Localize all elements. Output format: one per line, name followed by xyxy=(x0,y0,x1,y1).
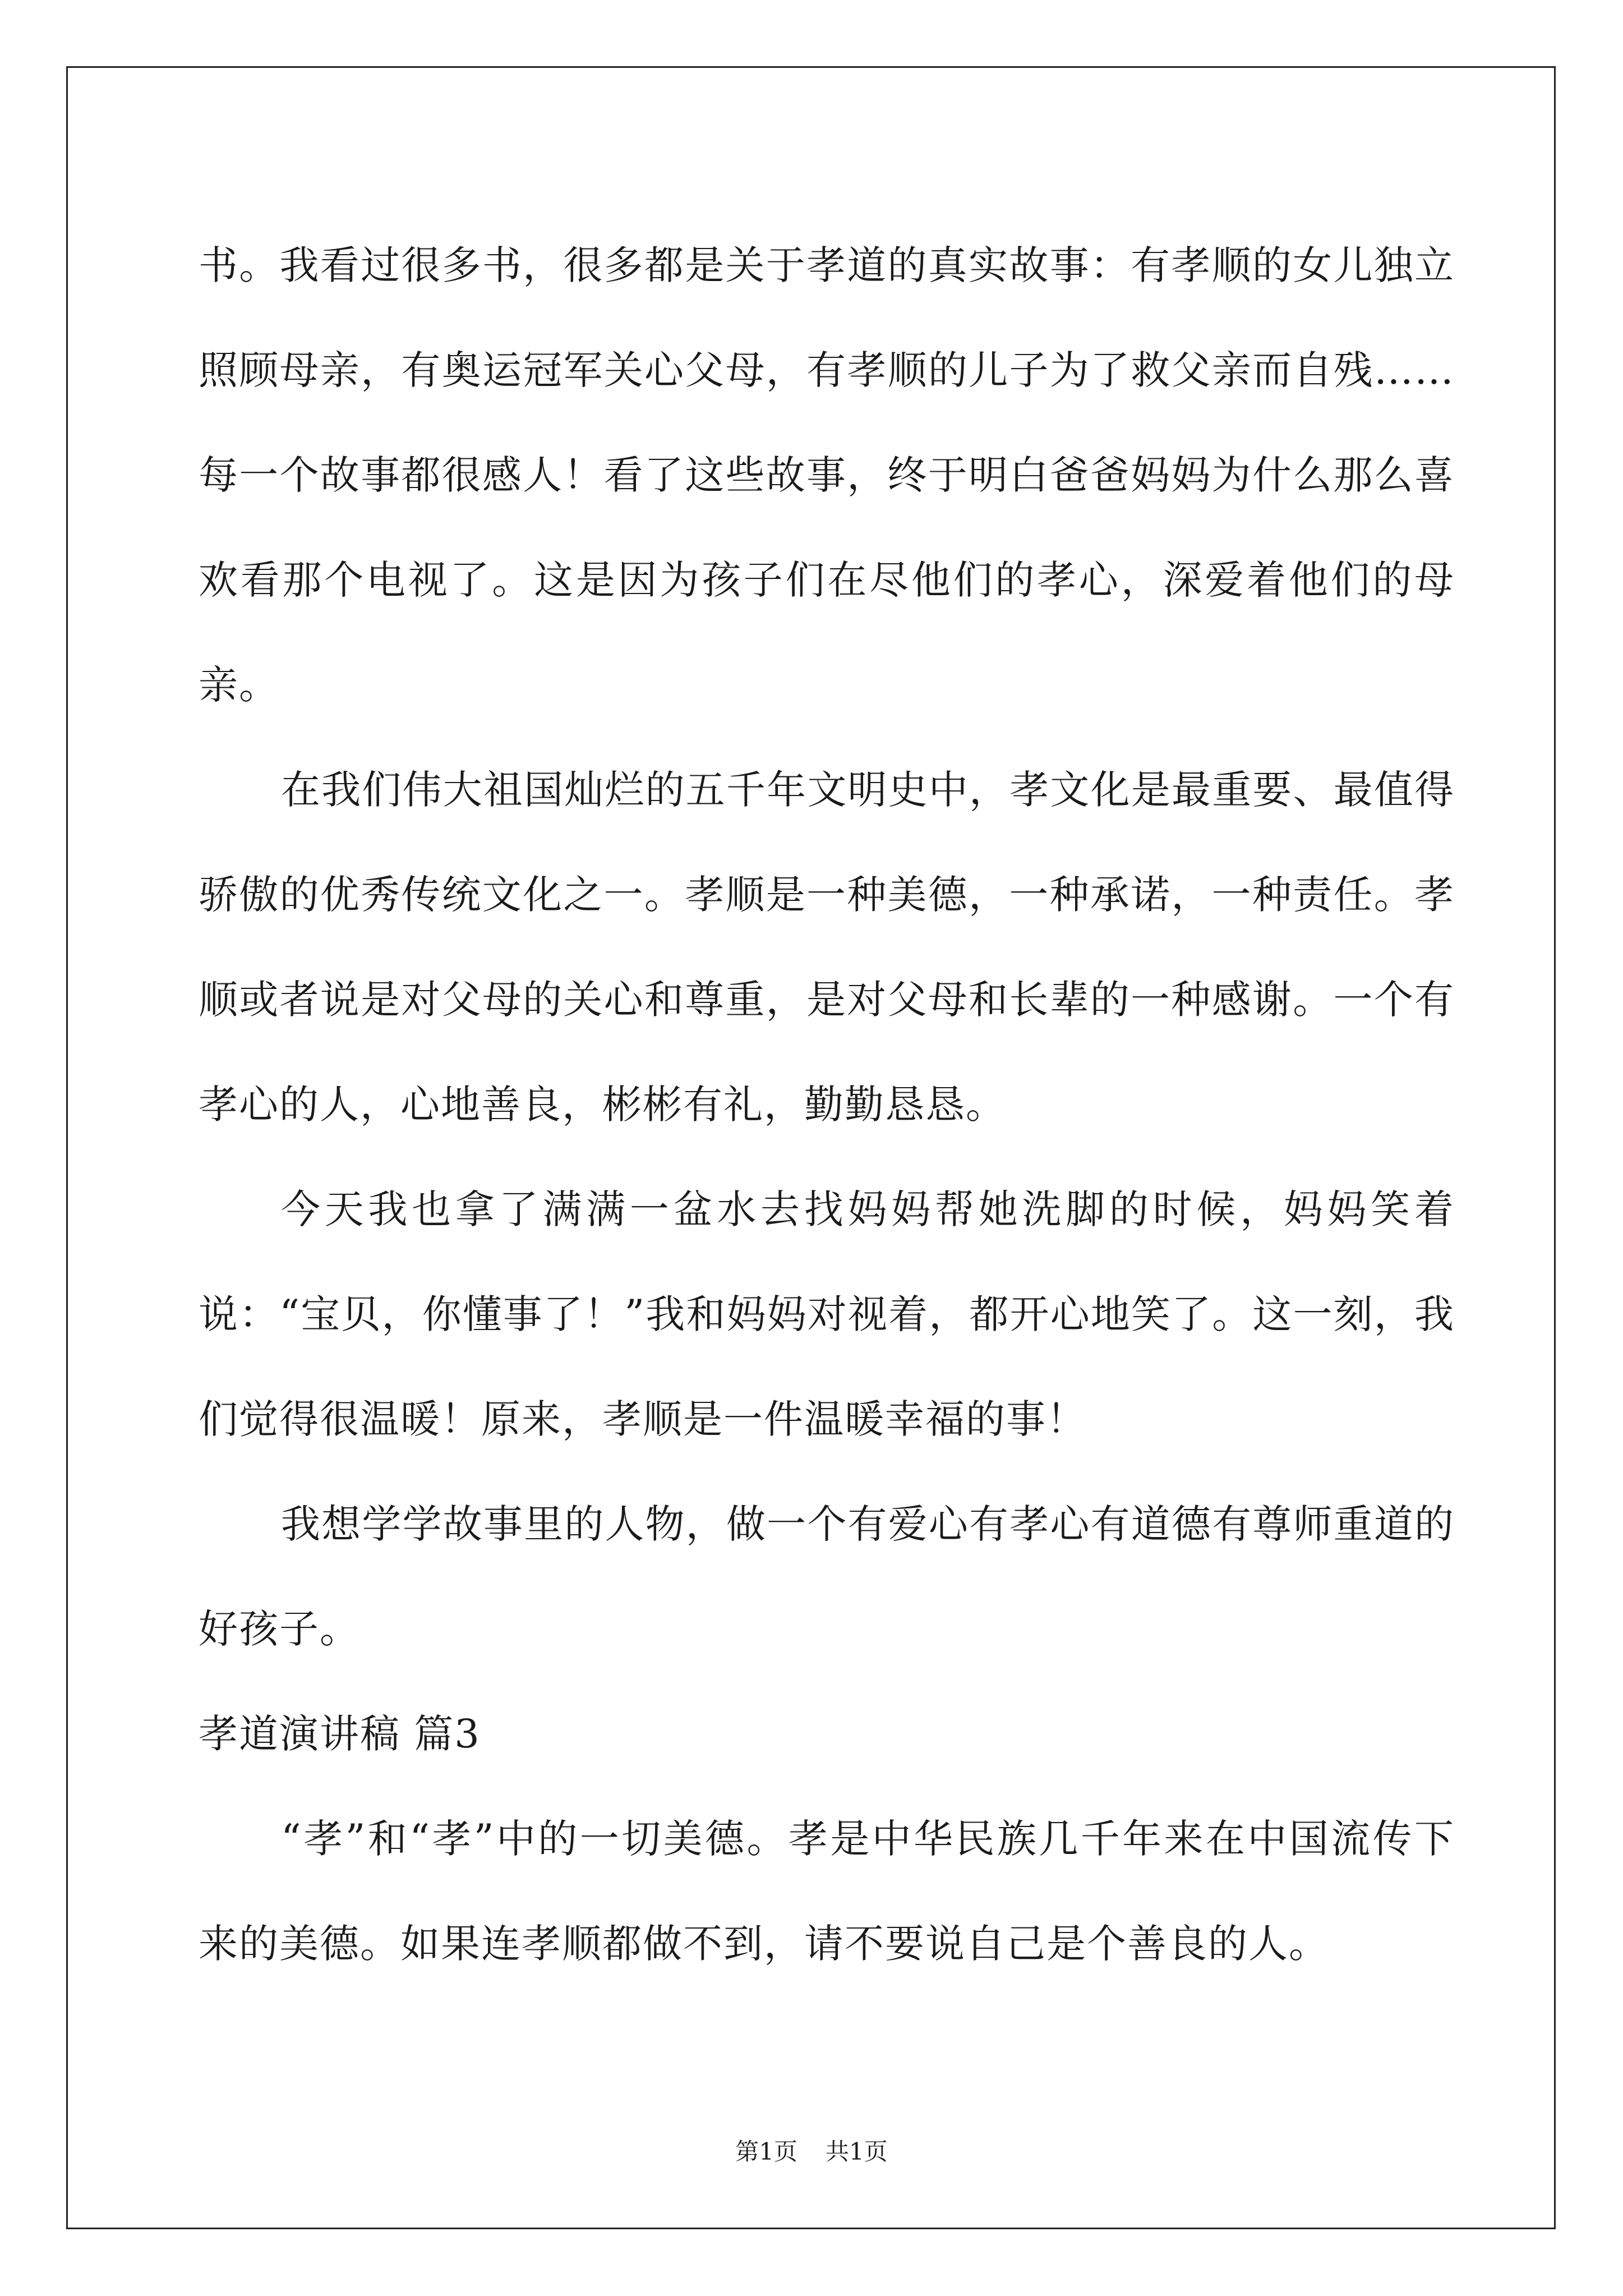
section-paragraph-1: “孝”和“孝”中的一切美德。孝是中华民族几千年来在中国流传下来的美德。如果连孝顺都做不到，请不要说自己是个善良的人。 xyxy=(199,1816,1455,1967)
paragraph-2: 在我们伟大祖国灿烂的五千年文明史中，孝文化是最重要、最值得骄傲的优秀传统文化之一。孝顺是一种美德，一种承诺，一种责任。孝顺或者说是对父母的关心和尊重，是对父母和长辈的一种感谢。一个有孝心的人，心地善良，彬彬有礼，勤勤恳恳。 xyxy=(199,767,1455,1128)
page-footer xyxy=(0,2135,1623,2169)
section-heading: 孝道演讲稿 篇3 xyxy=(199,1711,481,1757)
page-number-current: 第1页 xyxy=(735,2138,797,2165)
page-number-total: 共1页 xyxy=(826,2138,888,2165)
paragraph-1: 书。我看过很多书，很多都是关于孝道的真实故事：有孝顺的女儿独立照顾母亲，有奥运冠军关心父母，有孝顺的儿子为了救父亲而自残……每一个故事都很感人！看了这些故事，终于明白爸爸妈妈为什么那么喜欢看那个电视了。这是因为孩子们在尽他们的孝心，深爱着他们的母亲。 xyxy=(199,242,1455,708)
paragraph-4: 我想学学故事里的人物，做一个有爱心有孝心有道德有尊师重道的好孩子。 xyxy=(199,1501,1455,1652)
document-body xyxy=(199,213,1455,1996)
paragraph-3: 今天我也拿了满满一盆水去找妈妈帮她洗脚的时候，妈妈笑着说：“宝贝，你懂事了！”我和妈妈对视着，都开心地笑了。这一刻，我们觉得很温暖！原来，孝顺是一件温暖幸福的事！ xyxy=(199,1186,1455,1442)
